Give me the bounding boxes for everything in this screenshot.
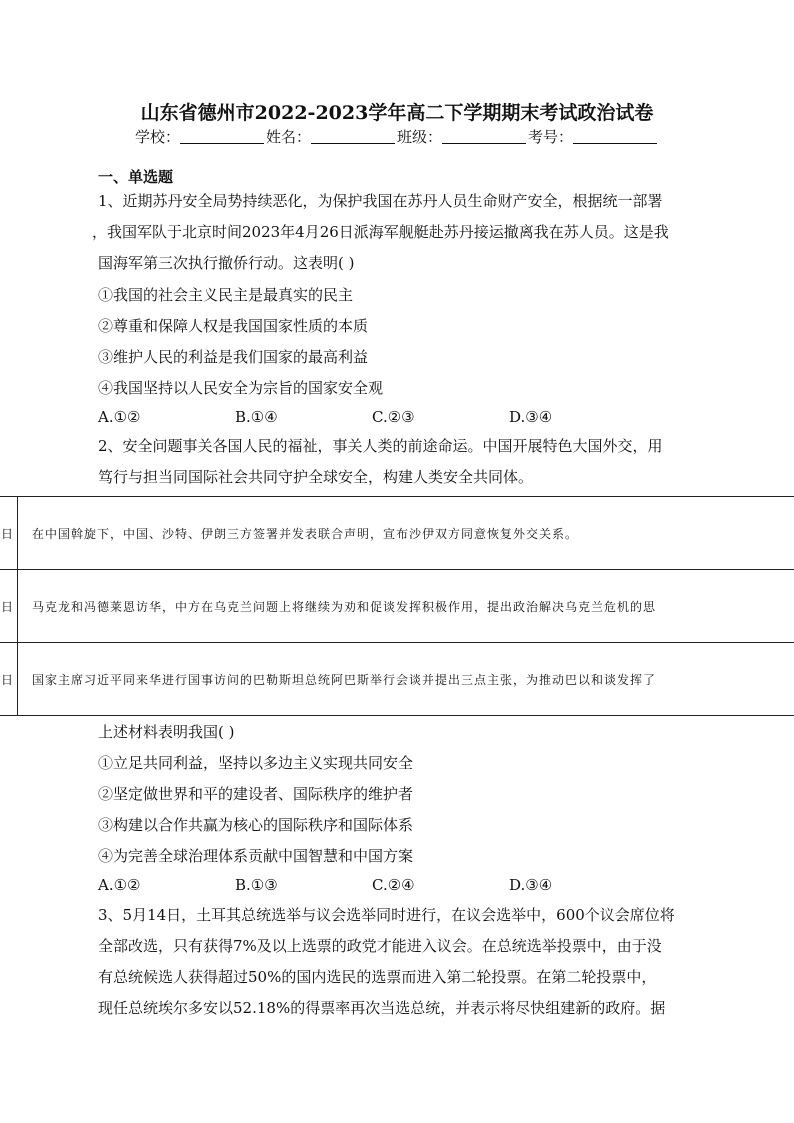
q1-statement: ④我国坚持以人民安全为宗旨的国家安全观 [98, 379, 384, 397]
q2-prompt: 上述材料表明我国( ) [98, 723, 235, 741]
school-blank[interactable] [180, 129, 264, 144]
school-label: 学校： [134, 128, 180, 146]
q1-option-c[interactable]: C.②③ [372, 408, 415, 426]
q2-statement: ②坚定做世界和平的建设者、国际秩序的维护者 [98, 785, 414, 803]
q1-line: 1、近期苏丹安全局势持续恶化，为保护我国在苏丹人员生命财产安全，根据统一部署 [98, 192, 663, 210]
student-info-line [0, 126, 794, 147]
q2-options [98, 876, 646, 894]
q1-option-b[interactable]: B.①④ [235, 408, 278, 426]
class-label: 班级： [397, 128, 443, 146]
q1-line: 国海军第三次执行撤侨行动。这表明( ) [98, 254, 355, 272]
number-blank[interactable] [573, 129, 657, 144]
q3-line: 有总统候选人获得超过50%的国内选民的选票而进入第二轮投票。在第二轮投票中， [98, 968, 657, 986]
table-text-cell: 在中国斡旋下，中国、沙特、伊朗三方签署并发表联合声明，宣布沙伊双方同意恢复外交关系。 [18, 497, 794, 570]
table-text-cell: 马克龙和冯德莱恩访华，中方在乌克兰问题上将继续为劝和促谈发挥积极作用，提出政治解决乌克兰危机的思 [18, 570, 794, 643]
q3-line: 全部改选，只有获得7%及以上选票的政党才能进入议会。在总统选举投票中，由于没 [98, 937, 662, 955]
q1-statement: ①我国的社会主义民主是最真实的民主 [98, 286, 354, 304]
page-title: 山东省德州市2022-2023学年高二下学期期末考试政治试卷 [140, 102, 654, 124]
table-row [0, 570, 794, 643]
class-blank[interactable] [442, 129, 526, 144]
q2-line: 笃行与担当同国际社会共同守护全球安全，构建人类安全共同体。 [98, 468, 534, 486]
q3-line: 现任总统埃尔多安以52.18%的得票率再次当选总统，并表示将尽快组建新的政府。据 [98, 999, 666, 1017]
section-heading: 一、单选题 [98, 168, 174, 186]
number-label: 考号： [528, 128, 574, 146]
q2-option-d[interactable]: D.③④ [509, 876, 553, 894]
table-date-cell: 日 [0, 497, 18, 570]
table-row [0, 497, 794, 570]
name-blank[interactable] [311, 129, 395, 144]
q2-option-b[interactable]: B.①③ [235, 876, 278, 894]
q2-option-a[interactable]: A.①② [98, 876, 141, 894]
table-row [0, 643, 794, 716]
table-text-cell: 国家主席习近平同来华进行国事访问的巴勒斯坦总统阿巴斯举行会谈并提出三点主张，为推动巴以和谈发挥了 [18, 643, 794, 716]
table-date-cell: 日 [0, 643, 18, 716]
q1-statement: ②尊重和保障人权是我国国家性质的本质 [98, 317, 369, 335]
q1-option-a[interactable]: A.①② [98, 408, 141, 426]
table-date-cell: 日 [0, 570, 18, 643]
q3-line: 3、5月14日，土耳其总统选举与议会选举同时进行，在议会选举中，600个议会席位将 [98, 906, 675, 924]
q1-statement: ③维护人民的利益是我们国家的最高利益 [98, 348, 369, 366]
q2-statement: ①立足共同利益，坚持以多边主义实现共同安全 [98, 754, 414, 772]
q2-option-c[interactable]: C.②④ [372, 876, 415, 894]
q1-option-d[interactable]: D.③④ [509, 408, 553, 426]
q1-line: ，我国军队于北京时间2023年4月26日派海军舰艇赴苏丹接运撤离我在苏人员。这是我 [92, 223, 669, 241]
q2-material-table [0, 496, 794, 716]
q2-line: 2、安全问题事关各国人民的福祉，事关人类的前途命运。中国开展特色大国外交，用 [98, 437, 663, 455]
q1-options [98, 408, 646, 426]
q2-statement: ④为完善全球治理体系贡献中国智慧和中国方案 [98, 847, 414, 865]
name-label: 姓名： [265, 128, 311, 146]
q2-statement: ③构建以合作共赢为核心的国际秩序和国际体系 [98, 816, 414, 834]
